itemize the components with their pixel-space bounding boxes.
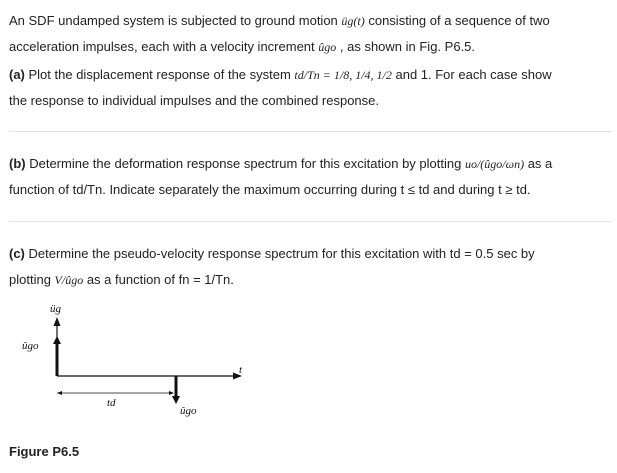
part-b-text-3: function of td/Tn. Indicate separately the maximum occurring during t ≤ td and during t ≥ td. xyxy=(9,182,531,197)
velocity-increment-symbol: ûgo xyxy=(318,40,337,54)
intro-text-2: consisting of a sequence of two xyxy=(364,13,550,28)
down-impulse-label: ûgo xyxy=(180,405,197,417)
part-b-label: (b) xyxy=(9,156,26,171)
part-a-label: (a) xyxy=(9,67,25,82)
intro-text-4: , as shown in Fig. P6.5. xyxy=(336,39,475,54)
td-arrow-left xyxy=(57,391,62,395)
part-a-text-3: the response to individual impulses and the combined response. xyxy=(9,93,380,108)
figure-caption: Figure P6.5 xyxy=(9,444,80,459)
part-c-label: (c) xyxy=(9,246,25,261)
part-b-text-1: Determine the deformation response spectrum for this excitation by plotting xyxy=(25,156,465,171)
td-label: td xyxy=(107,397,116,409)
y-axis-label: üg xyxy=(50,303,61,315)
up-impulse-label: ûgo xyxy=(22,340,39,352)
ground-accel-symbol: üg(t) xyxy=(341,14,365,28)
intro-text-1: An SDF undamped system is subjected to ground motion xyxy=(9,13,342,28)
part-c-text-1: Determine the pseudo-velocity response spectrum for this excitation with td = 0.5 sec by xyxy=(24,246,535,261)
deformation-ratio-expression: uo/(ûgo/ωn) xyxy=(464,157,525,171)
intro-text-3: acceleration impulses, each with a velocity increment xyxy=(9,39,319,54)
pseudo-velocity-expression: V/ûgo xyxy=(54,273,84,287)
part-a-text-1: Plot the displacement response of the system xyxy=(24,67,295,82)
part-a-text-2: and 1. For each case show xyxy=(391,67,552,82)
vertical-axis-arrow xyxy=(54,317,61,326)
period-ratio-expression: td/Tn = 1/8, 1/4, 1/2 xyxy=(294,68,392,82)
part-c-text-3: as a function of fn = 1/Tn. xyxy=(83,272,234,287)
time-axis-label: t xyxy=(239,364,243,376)
part-c-text-2: plotting xyxy=(9,272,55,287)
td-arrow-right xyxy=(169,391,174,395)
upward-impulse-arrow xyxy=(53,336,61,344)
downward-impulse-arrow xyxy=(172,396,180,404)
part-b-text-2: as a xyxy=(524,156,553,171)
